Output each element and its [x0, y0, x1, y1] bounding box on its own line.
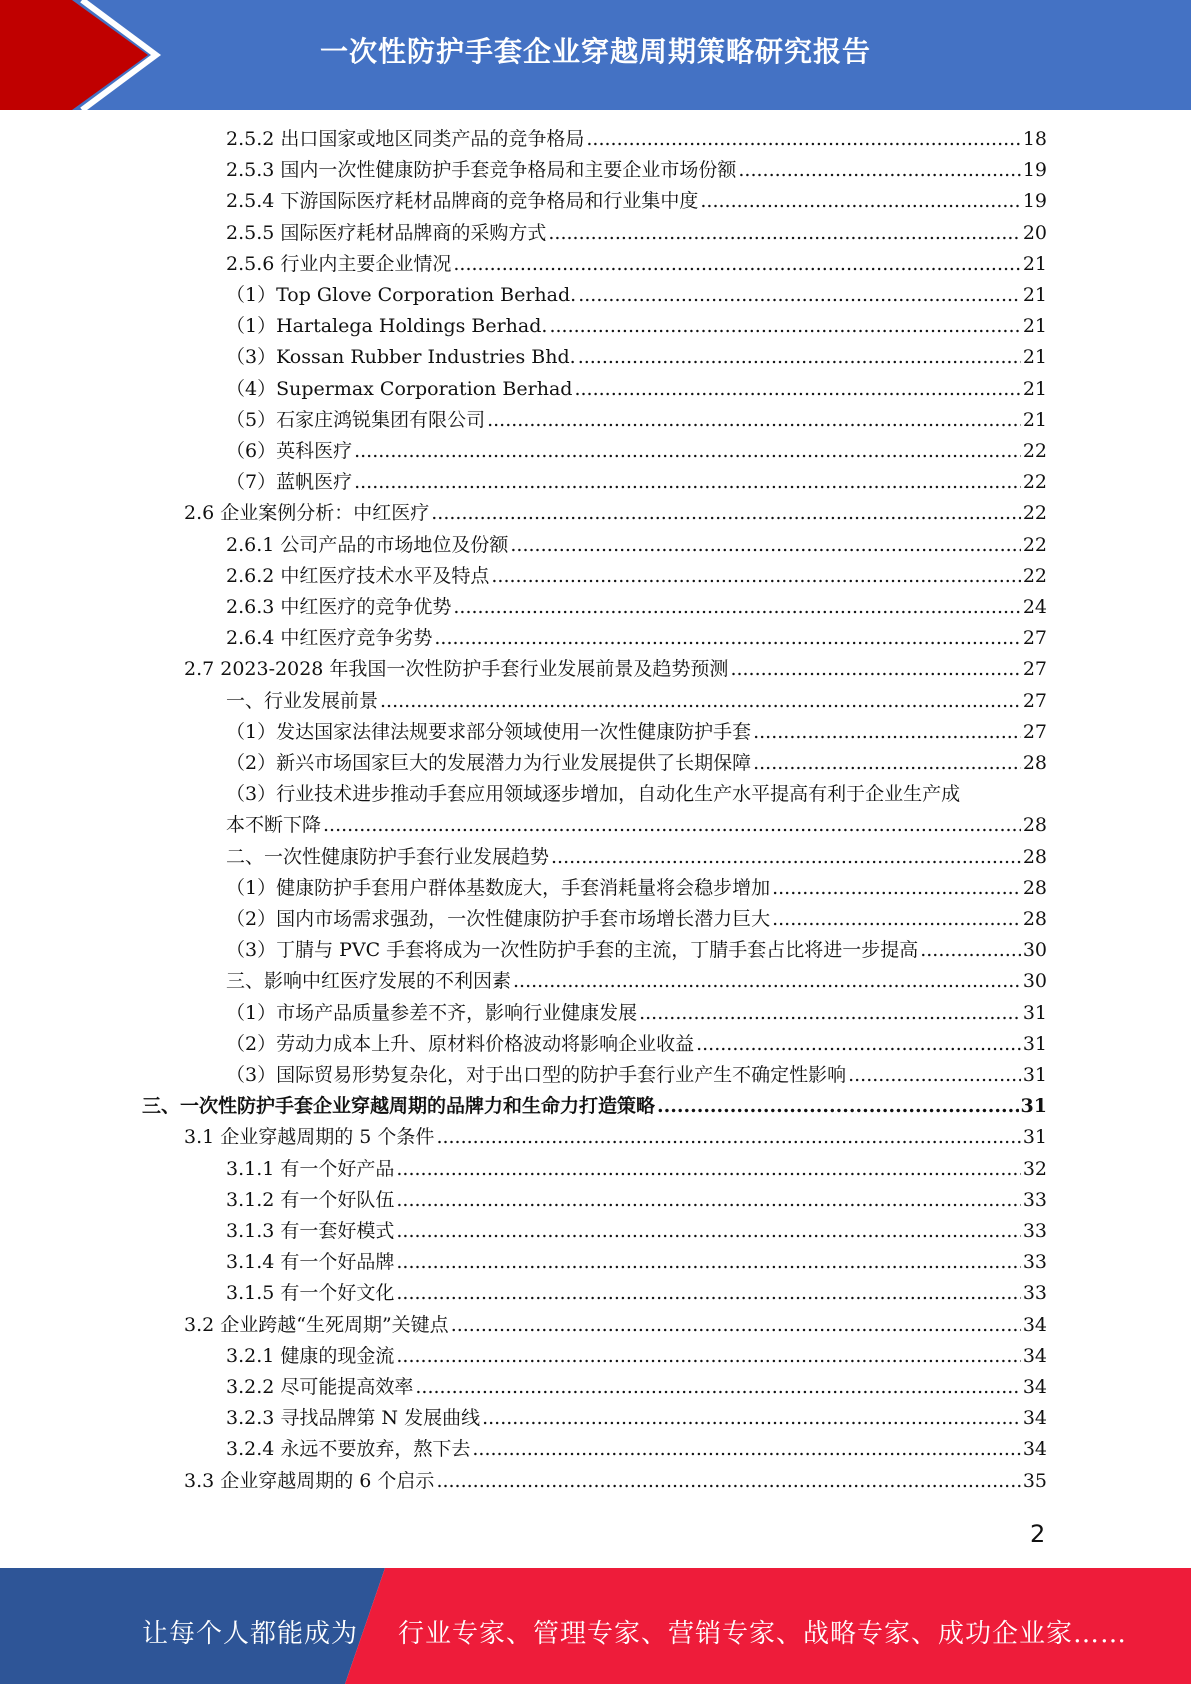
- toc-dot-leader: [354, 470, 1021, 494]
- toc-entry-text: （2）劳动力成本上升、原材料价格波动将影响企业收益: [226, 1032, 695, 1055]
- toc-entry-text: 2.6 企业案例分析：中红医疗: [184, 502, 430, 525]
- toc-dot-leader: [510, 533, 1020, 557]
- toc-dot-leader: [354, 439, 1021, 463]
- toc-entry-text: 3.2.4 永远不要放弃，熬下去: [226, 1438, 471, 1461]
- toc-entry[interactable]: [226, 1032, 1047, 1056]
- toc-entry[interactable]: [184, 657, 1047, 681]
- toc-entry-text: 2.5.4 下游国际医疗耗材品牌商的竞争格局和行业集中度: [226, 190, 699, 213]
- toc-page-number: 24: [1022, 596, 1047, 618]
- toc-entry-text: 一、行业发展前景: [226, 689, 379, 712]
- toc-entry[interactable]: [226, 564, 1047, 588]
- toc-page-number: 22: [1022, 533, 1047, 556]
- toc-entry-text: （1）Top Glove Corporation Berhad.: [226, 284, 577, 306]
- toc-dot-leader: [453, 252, 1020, 276]
- toc-entry[interactable]: [226, 533, 1047, 557]
- toc-entry[interactable]: [226, 221, 1047, 245]
- toc-entry-text: （1）发达国家法律法规要求部分领域使用一次性健康防护手套: [226, 720, 752, 743]
- toc-entry-text: 2.5.6 行业内主要企业情况: [226, 252, 452, 275]
- toc-entry-text: 本不断下降: [226, 814, 322, 837]
- toc-dot-leader: [396, 1188, 1020, 1212]
- toc-dot-leader: [323, 813, 1021, 837]
- toc-entry-text: 二、一次性健康防护手套行业发展趋势: [226, 845, 550, 868]
- toc-entry[interactable]: [226, 876, 1047, 900]
- toc-entry-text: 3.2.1 健康的现金流: [226, 1344, 395, 1367]
- toc-entry-text: 2.5.5 国际医疗耗材品牌商的采购方式: [226, 221, 547, 244]
- toc-entry-text: （2）新兴市场国家巨大的发展潜力为行业发展提供了长期保障: [226, 752, 752, 774]
- toc-page-number: 34: [1022, 1344, 1047, 1367]
- toc-dot-leader: [491, 564, 1020, 588]
- toc-page-number: 21: [1022, 252, 1047, 275]
- toc-page-number: 22: [1022, 564, 1047, 587]
- toc-page-number: 19: [1022, 159, 1047, 182]
- toc-entry-text: 3.2.3 寻找品牌第 N 发展曲线: [226, 1407, 481, 1430]
- toc-page-number: 20: [1022, 221, 1047, 244]
- toc-dot-leader: [657, 1094, 1019, 1118]
- toc-entry-text: 2.7 2023-2028 年我国一次性防护手套行业发展前景及趋势预测: [184, 658, 729, 681]
- toc-dot-leader: [453, 595, 1020, 619]
- toc-entry-text: （6）英科医疗: [226, 440, 353, 462]
- toc-entry[interactable]: [226, 626, 1047, 650]
- toc-page-number: 33: [1022, 1282, 1047, 1305]
- toc-entry-text: 2.6.2 中红医疗技术水平及特点: [226, 564, 490, 587]
- toc-entry[interactable]: [226, 1406, 1047, 1430]
- toc-entry[interactable]: [226, 1188, 1047, 1212]
- toc-entry-text: （3）国际贸易形势复杂化，对于出口型的防护手套行业产生不确定性影响: [226, 1064, 847, 1086]
- toc-entry[interactable]: [226, 1157, 1047, 1181]
- toc-entry[interactable]: [226, 470, 1047, 494]
- toc-entry[interactable]: [226, 283, 1047, 307]
- toc-entry[interactable]: [184, 1313, 1047, 1337]
- toc-dot-leader: [380, 689, 1021, 713]
- page-header: [0, 0, 1191, 110]
- toc-entry[interactable]: [226, 1281, 1047, 1305]
- toc-entry[interactable]: [226, 720, 1047, 744]
- toc-entry[interactable]: [184, 1469, 1047, 1493]
- toc-page-number: 27: [1022, 689, 1047, 712]
- toc-entry[interactable]: [226, 1375, 1047, 1399]
- toc-page-number: 34: [1022, 1407, 1047, 1430]
- toc-page-number: 28: [1022, 876, 1047, 899]
- toc-entry-text: 3.2.2 尽可能提高效率: [226, 1376, 414, 1398]
- toc-dot-leader: [551, 845, 1021, 869]
- toc-page-number: 34: [1022, 1438, 1047, 1461]
- toc-dot-leader: [436, 1125, 1020, 1149]
- toc-page-number: 32: [1022, 1157, 1047, 1180]
- toc-entry-text: （7）蓝帆医疗: [226, 471, 353, 494]
- toc-entry-text: 3.1 企业穿越周期的 5 个条件: [184, 1126, 435, 1149]
- toc-page-number: 34: [1022, 1376, 1047, 1398]
- toc-entry[interactable]: [226, 345, 1047, 369]
- toc-entry-text: （2）国内市场需求强劲，一次性健康防护手套市场增长潜力巨大: [226, 908, 771, 930]
- toc-page-number: 21: [1022, 408, 1047, 431]
- toc-page-number: 21: [1022, 284, 1047, 306]
- toc-dot-leader: [513, 969, 1021, 993]
- toc-dot-leader: [482, 1406, 1021, 1430]
- toc-dot-leader: [772, 876, 1021, 900]
- page-number: 2: [1030, 1520, 1046, 1548]
- toc-dot-leader: [578, 283, 1021, 307]
- toc-entry-text: （3）丁腈与 PVC 手套将成为一次性防护手套的主流，丁腈手套占比将进一步提高: [226, 939, 919, 962]
- toc-dot-leader: [848, 1063, 1021, 1087]
- toc-entry[interactable]: [226, 314, 1047, 338]
- toc-page-number: 21: [1022, 315, 1047, 338]
- toc-entry-text: 2.5.3 国内一次性健康防护手套竞争格局和主要企业市场份额: [226, 159, 737, 182]
- toc-entry[interactable]: [226, 689, 1047, 713]
- toc-dot-leader: [396, 1281, 1020, 1305]
- toc-page-number: 30: [1022, 939, 1047, 962]
- toc-entry[interactable]: [226, 408, 1047, 432]
- toc-dot-leader: [549, 314, 1020, 338]
- toc-dot-leader: [396, 1219, 1020, 1243]
- toc-page-number: 31: [1022, 1032, 1047, 1055]
- toc-dot-leader: [753, 720, 1021, 744]
- toc-dot-leader: [730, 657, 1020, 681]
- toc-dot-leader: [396, 1250, 1020, 1274]
- toc-dot-leader: [772, 907, 1021, 931]
- toc-entry[interactable]: [226, 439, 1047, 463]
- toc-entry-text: （1）市场产品质量参差不齐，影响行业健康发展: [226, 1001, 638, 1024]
- toc-page-number: 31: [1022, 1001, 1047, 1024]
- toc-entry-text: 3.1.1 有一个好产品: [226, 1157, 395, 1180]
- toc-entry-text: 3.1.3 有一套好模式: [226, 1220, 395, 1242]
- toc-entry[interactable]: [226, 252, 1047, 276]
- toc-entry[interactable]: [226, 158, 1047, 182]
- toc-entry[interactable]: [142, 1094, 1047, 1118]
- toc-entry-text: 3.1.2 有一个好队伍: [226, 1188, 395, 1211]
- toc-entry-text: （4）Supermax Corporation Berhad: [226, 377, 573, 400]
- toc-entry[interactable]: [226, 377, 1047, 401]
- toc-dot-leader: [696, 1032, 1021, 1056]
- toc-dot-leader: [431, 501, 1021, 525]
- toc-page-number: 28: [1022, 814, 1047, 837]
- toc-entry[interactable]: [226, 595, 1047, 619]
- toc-entry[interactable]: [226, 1001, 1047, 1025]
- toc-dot-leader: [434, 626, 1020, 650]
- toc-page-number: 28: [1022, 845, 1047, 868]
- toc-entry[interactable]: [184, 501, 1047, 525]
- toc-entry[interactable]: [226, 751, 1047, 775]
- toc-entry-text: （3）Kossan Rubber Industries Bhd.: [226, 346, 576, 369]
- toc-page-number: 21: [1022, 346, 1047, 369]
- toc-page-number: 28: [1022, 908, 1047, 930]
- toc-entry[interactable]: [226, 1063, 1047, 1087]
- toc-entry[interactable]: [226, 938, 1047, 962]
- toc-entry-text: 三、影响中红医疗发展的不利因素: [226, 970, 512, 993]
- toc-entry[interactable]: [226, 1437, 1047, 1461]
- toc-entry[interactable]: [226, 127, 1047, 151]
- toc-entry[interactable]: [226, 1250, 1047, 1274]
- toc-entry-text: 三、一次性防护手套企业穿越周期的品牌力和生命力打造策略: [142, 1095, 656, 1118]
- toc-dot-leader: [639, 1001, 1021, 1025]
- toc-dot-leader: [472, 1437, 1020, 1461]
- toc-entry-text: 3.1.5 有一个好文化: [226, 1282, 395, 1305]
- toc-page-number: 31: [1020, 1095, 1047, 1118]
- toc-dot-leader: [920, 938, 1021, 962]
- toc-page-number: 22: [1022, 502, 1047, 525]
- toc-entry-text: 3.1.4 有一个好品牌: [226, 1251, 395, 1274]
- toc-dot-leader: [738, 158, 1020, 182]
- toc-entry-text: 2.6.3 中红医疗的竞争优势: [226, 596, 452, 618]
- toc-dot-leader: [487, 408, 1021, 432]
- footer-slogan-left: 让每个人都能成为: [142, 1619, 359, 1649]
- toc-dot-leader: [753, 751, 1021, 775]
- toc-page-number: 27: [1022, 627, 1047, 650]
- toc-page-number: 33: [1022, 1220, 1047, 1242]
- toc-dot-leader: [586, 127, 1020, 151]
- toc-entry[interactable]: [226, 189, 1047, 213]
- toc-entry-text: 2.5.2 出口国家或地区同类产品的竞争格局: [226, 128, 585, 150]
- toc-dot-leader: [396, 1157, 1020, 1181]
- toc-page-number: 27: [1022, 720, 1047, 743]
- toc-entry-text: （3）行业技术进步推动手套应用领域逐步增加，自动化生产水平提高有利于企业生产成: [226, 783, 961, 806]
- toc-dot-leader: [415, 1375, 1020, 1399]
- toc-entry-text: （1）Hartalega Holdings Berhad.: [226, 315, 548, 338]
- toc-page-number: 34: [1022, 1313, 1047, 1336]
- toc-entry-text: 3.2 企业跨越“生死周期”关键点: [184, 1313, 449, 1336]
- toc-entry-text: （5）石家庄鸿锐集团有限公司: [226, 408, 486, 431]
- toc-dot-leader: [574, 377, 1020, 401]
- toc-dot-leader: [548, 221, 1020, 245]
- toc-entry[interactable]: [184, 1125, 1047, 1149]
- footer-slogan-right: 行业专家、管理专家、营销专家、战略专家、成功企业家……: [398, 1619, 1128, 1649]
- page-footer: [0, 1568, 1191, 1684]
- toc-page-number: 33: [1022, 1188, 1047, 1211]
- toc-page-number: 21: [1022, 377, 1047, 400]
- toc-dot-leader: [451, 1313, 1021, 1337]
- toc-dot-leader: [578, 345, 1021, 369]
- toc-dot-leader: [436, 1469, 1020, 1493]
- toc-page-number: 31: [1022, 1064, 1047, 1086]
- toc-dot-leader: [396, 1344, 1020, 1368]
- header-title: 一次性防护手套企业穿越周期策略研究报告: [320, 35, 872, 68]
- toc-page-number: 31: [1022, 1126, 1047, 1149]
- toc-dot-leader: [700, 189, 1020, 213]
- toc-entry[interactable]: [226, 813, 1047, 837]
- toc-page-number: 30: [1022, 970, 1047, 993]
- toc-page-number: 33: [1022, 1251, 1047, 1274]
- toc-entry-text: 2.6.4 中红医疗竞争劣势: [226, 627, 433, 650]
- toc-page-number: 22: [1022, 471, 1047, 494]
- toc-page-number: 22: [1022, 440, 1047, 462]
- toc-entry-text: 3.3 企业穿越周期的 6 个启示: [184, 1469, 435, 1492]
- toc-page-number: 35: [1022, 1469, 1047, 1492]
- toc-page-number: 18: [1022, 128, 1047, 150]
- toc-entry[interactable]: [226, 845, 1047, 869]
- toc-entry[interactable]: [226, 1344, 1047, 1368]
- toc-entry[interactable]: [226, 969, 1047, 993]
- toc-page-number: 28: [1022, 752, 1047, 774]
- toc-entry-text: 2.6.1 公司产品的市场地位及份额: [226, 533, 509, 556]
- toc-entry[interactable]: [226, 907, 1047, 931]
- toc-page-number: 27: [1022, 658, 1047, 681]
- toc-page-number: 19: [1022, 190, 1047, 213]
- toc-entry[interactable]: [226, 1219, 1047, 1243]
- toc-entry-text: （1）健康防护手套用户群体基数庞大，手套消耗量将会稳步增加: [226, 876, 771, 899]
